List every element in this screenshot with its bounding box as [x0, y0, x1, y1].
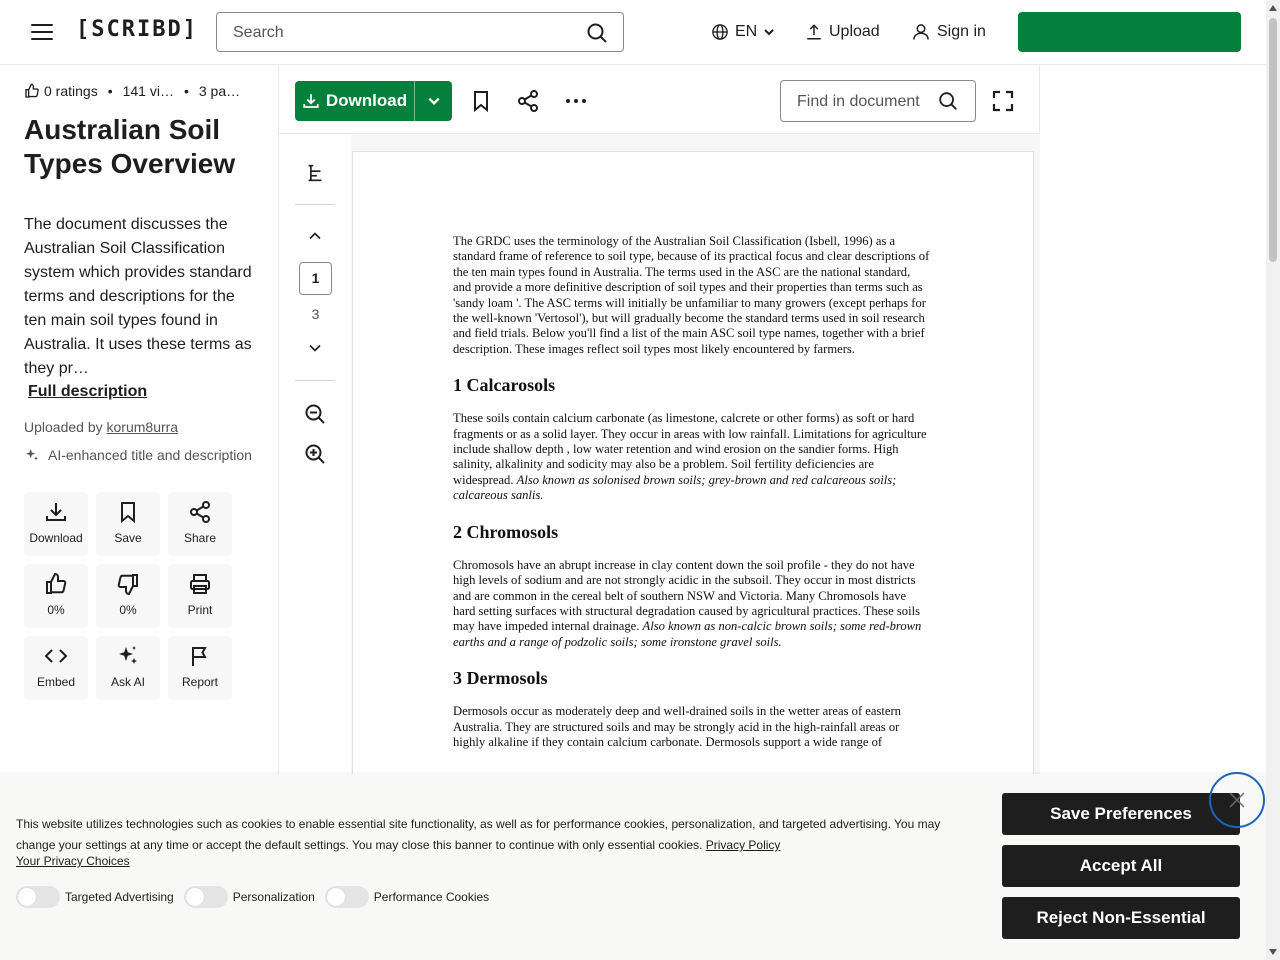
toggle-label: Personalization — [232, 890, 315, 904]
fullscreen-icon[interactable] — [991, 89, 1015, 113]
action-label: Print — [187, 603, 213, 617]
paragraph-text: Chromosols have an abrupt increase in clay content down the soil profile - they do not have high levels of sodium and are not strongly acidic in the subsoil. They occur in most districts and are common in the cereal belt of southern NSW and Victoria. Many Chromosols have hard setting surfaces with structural degradation caused by agricultural practices. These soils may have impeded internal drainage. — [453, 557, 920, 634]
total-pages: 3 — [311, 306, 320, 322]
document-title: Australian Soil Types Overview — [24, 114, 236, 179]
action-label: Embed — [36, 675, 76, 689]
close-icon — [1227, 790, 1247, 810]
aka-text: Also known as solonised brown soils; grey-brown and red calcareous soils; calcareous sanlis. — [453, 472, 897, 503]
ai-enhanced-note — [24, 447, 252, 463]
download-icon — [44, 500, 68, 524]
find-input[interactable] — [797, 91, 937, 113]
download-split-button — [295, 81, 452, 121]
cookie-banner — [0, 774, 1266, 960]
flag-icon — [188, 644, 212, 668]
scrollbar-thumb[interactable] — [1269, 18, 1277, 262]
share-action[interactable] — [168, 492, 232, 556]
user-icon — [911, 22, 931, 42]
current-page-input[interactable]: 1 — [299, 262, 332, 295]
page-scrollbar[interactable] — [1266, 0, 1280, 960]
document-stats — [24, 83, 240, 99]
section-heading: 3 Dermosols — [453, 668, 548, 689]
close-banner-button[interactable] — [1209, 772, 1265, 828]
thumbs-down-icon — [116, 572, 140, 596]
chevron-down-icon — [427, 94, 441, 108]
bookmark-icon — [116, 500, 140, 524]
zoom-out-icon[interactable] — [303, 402, 327, 426]
performance-cookies-toggle[interactable] — [325, 886, 369, 908]
action-label: Share — [183, 531, 217, 545]
page-navigation — [279, 134, 351, 774]
download-icon — [302, 92, 320, 110]
action-label: Report — [181, 675, 219, 689]
document-description: The document discusses the Australian Soil Classification system which provides standard terms and descriptions for the ten main soil types found in Australia. It uses these terms as they pr… — [24, 216, 252, 377]
bookmark-icon[interactable] — [469, 89, 493, 113]
language-label: EN — [735, 23, 758, 40]
upload-button[interactable] — [805, 20, 880, 44]
embed-action[interactable] — [24, 636, 88, 700]
search-input[interactable] — [233, 22, 573, 44]
action-label: 0% — [119, 603, 137, 617]
upload-icon — [805, 23, 823, 41]
intro-paragraph: The GRDC uses the terminology of the Australian Soil Classification (Isbell, 1996) as a standard frame of reference to soil type, because of its practical focus and clear descriptions of the ten main types found in Australia. The terms used in the ASC are the national standard, and provide a more definitive description of soil types and their properties than terms such as 'sandy loam '. The ASC terms will initially be unfamiliar to many growers (except perhaps for the well-known 'Vertosol'), but will gradually become the standard terms used in soil research and field trials. Below you'll find a list of the main ASC soil type names, together with a brief description. These images reflect soil types most likely encountered by farmers. — [453, 234, 930, 356]
pages-count: 3 pa… — [198, 83, 241, 99]
paragraph-text: These soils contain calcium carbonate (as limestone, calcrete or other forms) as soft or hard fragments or as a solid layer. They occur in areas with low rainfall. Limitations for agriculture include shallow depth , low water retention and wind erosion on the sandier forms. High salinity, alkalinity and sodicity may also be a problem. Soil fertility deficiencies are widespread. — [453, 411, 927, 487]
cookie-message — [16, 814, 956, 856]
search-field[interactable] — [216, 12, 624, 52]
sparkles-icon — [24, 447, 40, 463]
section-paragraph: Dermosols occur as moderately deep and well-drained soils in the wetter areas of eastern Australia. They are structured soils and may be strongly acid in the high-rainfall areas or highly alkaline if they contain calcium carbonate. Dermosols support a wide range of — [453, 704, 901, 749]
aka-text: Also known as non-calcic brown soils; some red-brown earths and a range of podzolic soils; some ironstone gravel soils. — [453, 619, 922, 649]
cookie-text: This website utilizes technologies such as cookies to enable essential site functionality, as well as for performance cookies, personalization, and targeted advertising. You may change your settings at any time or accept the default settings. You may close this banner to continue with only essential cookies. — [16, 817, 941, 852]
separator-dot: • — [183, 83, 189, 99]
menu-icon[interactable] — [30, 21, 54, 45]
more-options-icon[interactable] — [564, 89, 588, 113]
report-action[interactable] — [168, 636, 232, 700]
scribd-logo[interactable]: [SCRIBD] — [76, 17, 198, 42]
ask-ai-action[interactable] — [96, 636, 160, 700]
divider — [295, 204, 335, 205]
signin-label: Sign in — [937, 23, 986, 40]
toggle-label: Targeted Advertising — [65, 890, 174, 904]
divider — [295, 380, 335, 381]
action-label: Save — [114, 531, 142, 545]
upload-label: Upload — [829, 23, 880, 40]
uploaded-by-label: Uploaded by — [24, 419, 103, 435]
outline-icon[interactable] — [303, 162, 327, 184]
section-heading: 2 Chromosols — [453, 521, 559, 542]
scroll-up-arrow[interactable] — [1269, 5, 1277, 11]
save-preferences-button[interactable]: Save Preferences — [1002, 793, 1240, 835]
save-action[interactable] — [96, 492, 160, 556]
download-action[interactable] — [24, 492, 88, 556]
search-icon[interactable] — [585, 21, 609, 45]
download-options-button[interactable] — [415, 81, 452, 121]
page-content — [453, 234, 931, 750]
download-label: Download — [325, 91, 408, 110]
find-in-document-field[interactable] — [780, 80, 976, 122]
dislike-action[interactable] — [96, 564, 160, 628]
globe-icon — [711, 23, 729, 41]
full-description-link[interactable]: Full description — [28, 383, 148, 400]
uploader-link[interactable]: korum8urra — [106, 419, 179, 435]
download-button[interactable] — [295, 81, 415, 121]
views-count: 141 vi… — [122, 83, 174, 99]
print-action[interactable] — [168, 564, 232, 628]
document-toolbar — [279, 65, 1040, 134]
targeted-advertising-toggle[interactable] — [16, 886, 60, 908]
top-header — [0, 0, 1266, 65]
action-label: Ask AI — [110, 675, 145, 689]
ai-note-text: AI-enhanced title and description — [48, 447, 252, 463]
zoom-in-icon[interactable] — [303, 442, 327, 466]
uploaded-by — [24, 419, 178, 435]
share-icon[interactable] — [516, 89, 540, 113]
privacy-choices-link[interactable]: Your Privacy Choices — [16, 854, 130, 868]
accept-all-button[interactable]: Accept All — [1002, 845, 1240, 887]
action-grid — [24, 492, 232, 700]
chevron-up-icon[interactable] — [303, 226, 327, 246]
print-icon — [188, 572, 212, 596]
section-paragraph — [453, 558, 931, 650]
cookie-toggles — [16, 886, 499, 908]
share-icon — [188, 500, 212, 524]
signin-button[interactable] — [911, 20, 986, 44]
document-page — [352, 151, 1034, 791]
reject-non-essential-button[interactable]: Reject Non-Essential — [1002, 897, 1240, 939]
language-selector[interactable] — [711, 20, 775, 44]
like-action[interactable] — [24, 564, 88, 628]
code-icon — [44, 644, 68, 668]
ratings-count: 0 ratings — [44, 83, 98, 99]
section-paragraph — [453, 411, 931, 503]
document-viewer — [351, 134, 1040, 774]
thumbs-up-icon — [24, 83, 40, 99]
thumbs-up-icon — [44, 572, 68, 596]
action-label: 0% — [47, 603, 65, 617]
scroll-down-arrow[interactable] — [1269, 949, 1277, 955]
personalization-toggle[interactable] — [184, 886, 228, 908]
green-cta-button[interactable] — [1018, 12, 1241, 52]
toggle-label: Performance Cookies — [373, 890, 490, 904]
chevron-down-icon[interactable] — [303, 338, 327, 358]
chevron-down-icon — [763, 26, 775, 38]
action-label: Download — [29, 531, 83, 545]
section-heading: 1 Calcarosols — [453, 375, 556, 396]
sparkles-icon — [116, 644, 140, 668]
search-icon[interactable] — [937, 90, 959, 112]
privacy-policy-link[interactable]: Privacy Policy — [705, 838, 781, 852]
right-ad-column — [1040, 65, 1266, 774]
separator-dot: • — [107, 83, 113, 99]
